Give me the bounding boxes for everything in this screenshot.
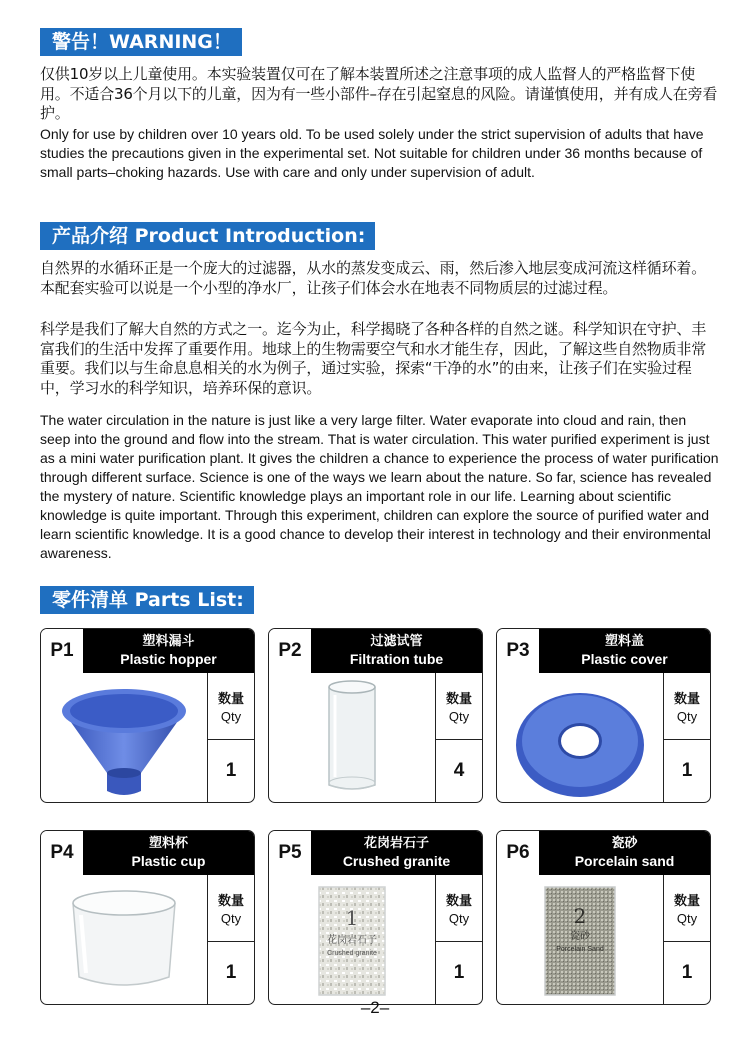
part-code: P5 [269,831,311,875]
part-card-p2 [268,628,483,803]
qty-header [435,875,482,942]
qty-value: 1 [207,739,254,802]
part-card-p1 [40,628,255,803]
qty-label-zh: 数量 [217,692,244,707]
part-name-zh: 花岗岩石子 [363,836,429,851]
part-name-en: Porcelain sand [574,853,675,869]
part-code: P3 [497,629,539,673]
qty-header [663,875,710,942]
warning-heading: 警告！WARNING！ [40,28,242,56]
qty-header [207,673,254,740]
part-code: P2 [269,629,311,673]
porcelain-sand-bag-image [497,875,663,1004]
part-name-en: Filtration tube [349,651,444,667]
sand-bag-label-zh: 瓷砂 [570,931,590,942]
part-name-zh: 瓷砂 [611,836,638,851]
page-number: –2– [360,998,390,1017]
plastic-cover-image [497,673,663,802]
part-title [311,629,482,673]
granite-bag-label-zh: 花岗岩石子 [327,935,377,946]
qty-value: 4 [435,739,482,802]
warning-text-zh: 仅供10岁以上儿童使用。本实验装置仅可在了解本装置所述之注意事项的成人监督人的严格监督下使用。不适合36个月以下的儿童，因为有一些小部件–存在引起窒息的风险。请谨慎使用，并有成人在旁看护。 [40,65,718,122]
qty-label-en: Qty [220,911,242,926]
parts-heading: 零件清单 Parts List: [40,586,254,614]
warning-text-en: Only for use by children over 10 years old. To be used solely under the strict supervision of adults that have studies the precautions given in the experimental set. Not suitable for children under 36 months because of small parts–choking hazards. Use with care and only under supervision of adult. [40,126,704,180]
filtration-tube-image [269,673,435,802]
part-title [539,831,710,875]
part-name-en: Plastic cover [581,651,668,667]
part-name-zh: 塑料盖 [604,634,644,649]
sand-bag-number: 2 [573,904,587,928]
qty-header [207,875,254,942]
plastic-cup-image [41,875,207,1004]
intro-heading: 产品介绍 Product Introduction: [40,222,375,250]
qty-value: 1 [663,941,710,1004]
part-title [83,831,254,875]
granite-bag-label-en: Crushed granite [327,950,377,957]
qty-label-en: Qty [676,709,698,724]
qty-label-en: Qty [220,709,242,724]
qty-label-zh: 数量 [673,692,700,707]
qty-value: 1 [663,739,710,802]
part-name-zh: 过滤试管 [370,634,423,649]
qty-value: 1 [207,941,254,1004]
part-name-en: Plastic hopper [120,651,217,667]
qty-label-en: Qty [448,709,470,724]
qty-label-zh: 数量 [445,894,472,909]
part-code: P4 [41,831,83,875]
intro-text-zh-2: 科学是我们了解大自然的方式之一。迄今为止，科学揭晓了各种各样的自然之谜。科学知识在守护、丰富我们的生活中发挥了重要作用。地球上的生物需要空气和水才能生存，因此，了解这些自然物质非常重要。我们以与生命息息相关的水为例子，通过实验，探索“干净的水”的由来，让孩子们在实验过程中，学习水的科学知识，培养环保的意识。 [40,320,707,397]
part-card-p6 [496,830,711,1005]
qty-label-en: Qty [676,911,698,926]
part-title [539,629,710,673]
qty-label-zh: 数量 [673,894,700,909]
part-name-en: Crushed granite [342,853,451,869]
part-card-p3 [496,628,711,803]
part-code: P6 [497,831,539,875]
part-code: P1 [41,629,83,673]
qty-header [435,673,482,740]
granite-bag-number: 1 [345,906,359,930]
intro-text-zh-1: 自然界的水循环正是一个庞大的过滤器，从水的蒸发变成云、雨，然后渗入地层变成河流这样循环着。本配套实验可以说是一个小型的净水厂，让孩子们体会水在地表不同物质层的过滤过程。 [40,259,707,297]
part-title [311,831,482,875]
intro-text-en: The water circulation in the nature is just like a very large filter. Water evaporate into cloud and rain, then seep into the ground and flow into the stream. That is water circulation. This water purified experiment is just as a mini water purification plant. It gives the children a chance to experience the process of water purification through different surface. Science is one of the ways we learn about the nature. So far, science has revealed the mystery of nature. Scientific knowledge plays an important role in our life. Learning about scientific knowledge is quite important. Through this experiment, children can explore the source of purified water and learn scientific knowledge. It is a good chance to develop their interest in technology and their environmental awareness. [40,412,719,561]
crushed-granite-bag-image [269,875,435,1004]
part-title [83,629,254,673]
qty-header [663,673,710,740]
qty-label-zh: 数量 [445,692,472,707]
plastic-hopper-image [41,673,207,802]
sand-bag-label-en: Porcelain Sand [556,946,604,953]
part-name-zh: 塑料杯 [148,836,188,851]
qty-value: 1 [435,941,482,1004]
part-card-p4 [40,830,255,1005]
part-name-zh: 塑料漏斗 [142,634,195,649]
qty-label-zh: 数量 [217,894,244,909]
part-card-p5 [268,830,483,1005]
part-name-en: Plastic cup [131,853,206,869]
qty-label-en: Qty [448,911,470,926]
